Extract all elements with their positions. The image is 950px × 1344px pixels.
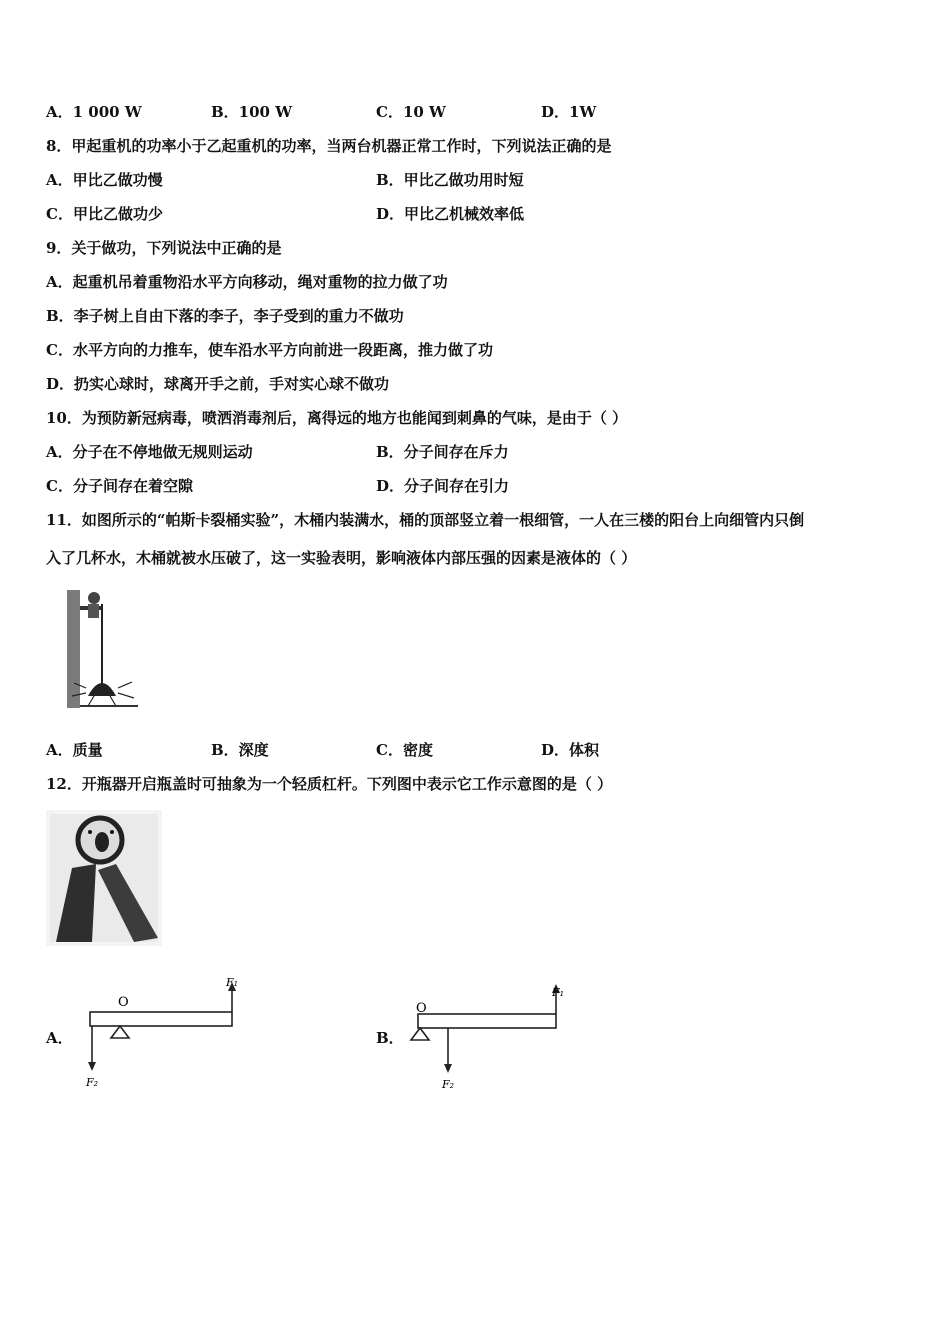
q8-option-a: A．甲比乙做功慢 bbox=[46, 171, 163, 189]
fulcrum-triangle bbox=[411, 1028, 429, 1040]
q11-option-c: C．密度 bbox=[376, 741, 433, 759]
pivot-label: O bbox=[416, 1001, 427, 1016]
lever-bar bbox=[418, 1014, 556, 1028]
person-body bbox=[88, 604, 99, 618]
force2-label: F₂ bbox=[86, 1076, 99, 1089]
pascal-barrel-figure bbox=[64, 588, 142, 712]
building-wall bbox=[67, 590, 80, 708]
q11-option-b: B．深度 bbox=[211, 741, 269, 759]
opener-hole bbox=[95, 832, 109, 852]
q7-option-d: D．1W bbox=[541, 103, 597, 121]
q8-stem: 8．甲起重机的功率小于乙起重机的功率，当两台机器正常工作时，下列说法正确的是 bbox=[46, 137, 612, 155]
q9-stem: 9．关于做功，下列说法中正确的是 bbox=[46, 239, 282, 257]
q12-stem: 12．开瓶器开启瓶盖时可抽象为一个轻质杠杆。下列图中表示它工作示意图的是（ ） bbox=[46, 775, 613, 793]
q7-option-a: A．1 000 W bbox=[46, 103, 142, 121]
force1-label: F₁ bbox=[226, 976, 239, 989]
q8-option-c: C．甲比乙做功少 bbox=[46, 205, 163, 223]
force1-label: F₁ bbox=[552, 986, 565, 999]
lever-bar bbox=[90, 1012, 232, 1026]
q9-option-c: C．水平方向的力推车，使车沿水平方向前进一段距离，推力做了功 bbox=[46, 341, 493, 359]
q7-option-b: B．100 W bbox=[211, 103, 293, 121]
q11-option-d: D．体积 bbox=[541, 741, 600, 759]
q9-option-d: D．扔实心球时，球离开手之前，手对实心球不做功 bbox=[46, 375, 390, 393]
q10-option-c: C．分子间存在着空隙 bbox=[46, 477, 193, 495]
q9-option-a: A．起重机吊着重物沿水平方向移动，绳对重物的拉力做了功 bbox=[46, 273, 448, 291]
q7-option-c: C．10 W bbox=[376, 103, 446, 121]
pivot-label: O bbox=[118, 995, 129, 1010]
q10-option-d: D．分子间存在引力 bbox=[376, 477, 510, 495]
q11-option-a: A．质量 bbox=[46, 741, 103, 759]
q10-stem: 10．为预防新冠病毒，喷洒消毒剂后，离得远的地方也能闻到刺鼻的气味，是由于（ ） bbox=[46, 409, 628, 427]
fulcrum-triangle bbox=[111, 1026, 129, 1038]
q11-stem-line1: 11．如图所示的“帕斯卡裂桶实验”，木桶内装满水，桶的顶部竖立着一根细管，一人在三楼的阳台上向细管内只倒 bbox=[46, 511, 805, 529]
lever-diagram-a bbox=[80, 974, 250, 1098]
q8-option-d: D．甲比乙机械效率低 bbox=[376, 205, 525, 223]
q8-option-b: B．甲比乙做功用时短 bbox=[376, 171, 524, 189]
bottle-opener-photo bbox=[46, 810, 162, 946]
force2-label: F₂ bbox=[442, 1078, 455, 1091]
barrel bbox=[88, 683, 116, 696]
lever-diagram-b bbox=[404, 974, 574, 1098]
q9-option-b: B．李子树上自由下落的李子，李子受到的重力不做功 bbox=[46, 307, 404, 325]
q11-stem-line2: 入了几杯水，木桶就被水压破了，这一实验表明，影响液体内部压强的因素是液体的（ ） bbox=[46, 549, 637, 567]
q12-option-a-label: A． bbox=[46, 1029, 73, 1047]
q10-option-a: A．分子在不停地做无规则运动 bbox=[46, 443, 253, 461]
q10-option-b: B．分子间存在斥力 bbox=[376, 443, 509, 461]
q12-option-b-label: B． bbox=[376, 1029, 404, 1047]
person-head bbox=[88, 592, 100, 604]
